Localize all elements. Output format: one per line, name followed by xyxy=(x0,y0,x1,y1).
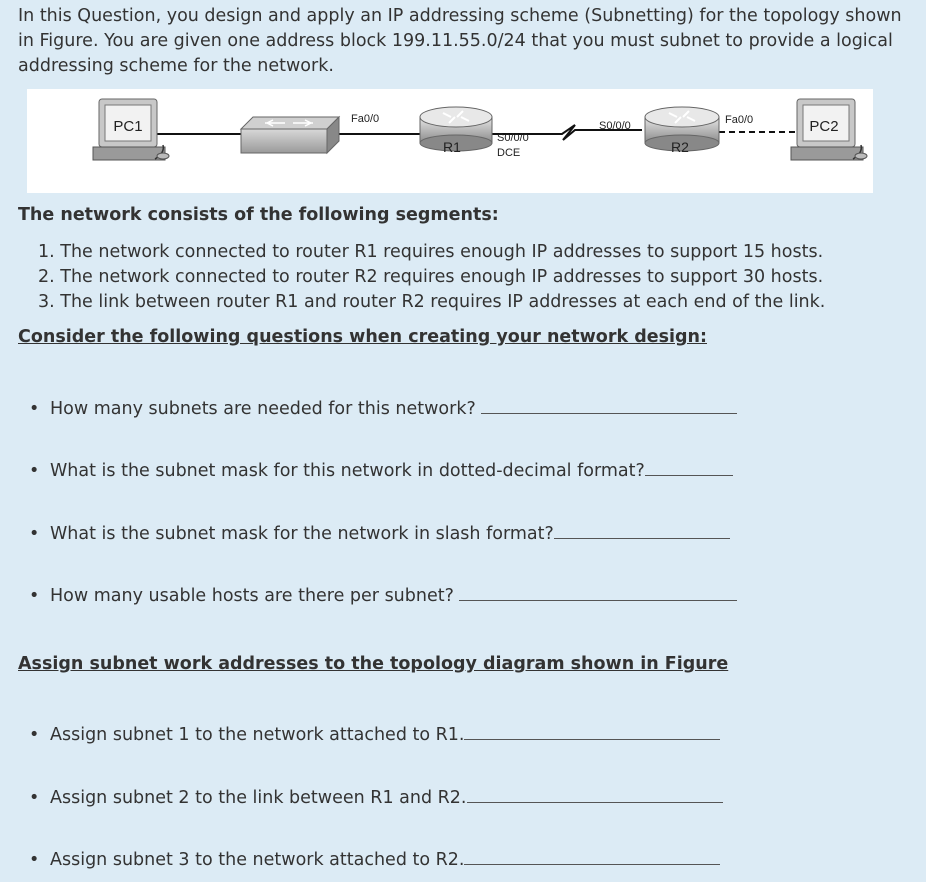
answer-blank[interactable] xyxy=(459,582,737,601)
bullet: • xyxy=(29,399,40,419)
answer-blank[interactable] xyxy=(464,721,720,740)
assignment-item xyxy=(29,846,720,872)
bullet: • xyxy=(29,586,40,606)
question-item xyxy=(29,520,730,546)
r2-serial-label: S0/0/0 xyxy=(599,120,631,132)
question-text: What is the subnet mask for the network in slash format? xyxy=(50,524,554,544)
r1-dce-label: DCE xyxy=(497,147,521,159)
intro-text: In this Question, you design and apply an IP addressing scheme (Subnetting) for the topology shown in Figure. You are given one address block 199.11.55.0/24 that you must subnet to provide a logical addressing scheme for the network. xyxy=(18,6,902,76)
segment-item: 2. The network connected to router R2 requires enough IP addresses to support 30 hosts. xyxy=(38,267,824,287)
answer-blank[interactable] xyxy=(467,784,723,803)
segments-heading: The network consists of the following segments: xyxy=(18,205,499,225)
assignment-item xyxy=(29,721,720,747)
question-text: How many subnets are needed for this network? xyxy=(50,399,476,419)
assignment-item xyxy=(29,784,723,810)
bullet: • xyxy=(29,461,40,481)
segment-item: 3. The link between router R1 and router R2 requires IP addresses at each end of the link. xyxy=(38,292,826,312)
question-item xyxy=(29,582,737,608)
bullet: • xyxy=(29,725,40,745)
r2-fa-label: Fa0/0 xyxy=(725,114,754,126)
question-text: How many usable hosts are there per subnet? xyxy=(50,586,454,606)
pc1-label: PC1 xyxy=(113,118,143,135)
question-text: What is the subnet mask for this network in dotted-decimal format? xyxy=(50,461,645,481)
answer-blank[interactable] xyxy=(645,457,733,476)
r2-label: R2 xyxy=(671,139,689,155)
pc2-label: PC2 xyxy=(809,118,839,135)
bullet: • xyxy=(29,524,40,544)
answer-blank[interactable] xyxy=(481,395,737,414)
answer-blank[interactable] xyxy=(464,846,720,865)
assign-heading: Assign subnet work addresses to the topology diagram shown in Figure xyxy=(18,654,729,674)
question-item xyxy=(29,457,733,483)
assignment-text: Assign subnet 1 to the network attached to R1. xyxy=(50,725,465,745)
segments-list xyxy=(38,240,825,315)
bullet: • xyxy=(29,788,40,808)
r1-label: R1 xyxy=(443,139,461,155)
assignment-text: Assign subnet 3 to the network attached to R2. xyxy=(50,850,465,870)
segment-item: 1. The network connected to router R1 requires enough IP addresses to support 15 hosts. xyxy=(38,242,824,262)
assignment-text: Assign subnet 2 to the link between R1 and R2. xyxy=(50,788,467,808)
answer-blank[interactable] xyxy=(554,520,730,539)
design-heading: Consider the following questions when creating your network design: xyxy=(18,327,707,347)
r1-fa-label: Fa0/0 xyxy=(351,113,380,125)
r1-serial-label: S0/0/0 xyxy=(497,132,529,144)
bullet: • xyxy=(29,850,40,870)
question-item xyxy=(29,395,737,421)
switch-icon xyxy=(241,117,339,153)
topology-figure xyxy=(27,89,873,193)
